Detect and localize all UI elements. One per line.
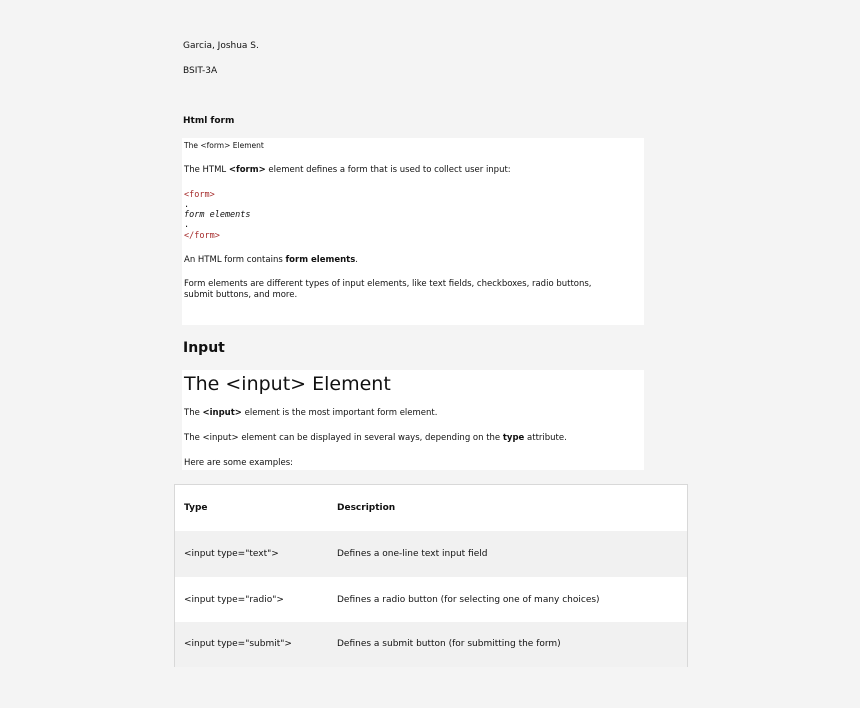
input-heading: Input <box>183 340 225 356</box>
input-p1-pre: The <box>184 408 203 418</box>
form-contains-pre: An HTML form contains <box>184 255 286 265</box>
code-close-tag: </form> <box>184 231 220 241</box>
form-intro-pre: The HTML <box>184 165 229 175</box>
form-desc-line-2: submit buttons, and more. <box>184 290 298 300</box>
code-dot-2: . <box>184 220 190 230</box>
table-cell-description: Defines a one-line text input field <box>337 549 488 559</box>
code-body: form elements <box>184 210 251 220</box>
input-p1-post: element is the most important form element. <box>241 408 438 418</box>
author-name: Garcia, Joshua S. <box>183 41 259 51</box>
input-p1 <box>184 408 437 418</box>
table-row <box>175 577 687 623</box>
table-cell-type: <input type="submit"> <box>184 639 292 649</box>
form-contains-post: . <box>355 255 358 265</box>
input-p1-bold: <input> <box>202 408 242 418</box>
input-p2-bold: type <box>502 433 525 443</box>
input-p2-post: attribute. <box>524 433 567 443</box>
form-contains <box>184 255 358 265</box>
class-section: BSIT-3A <box>183 66 218 76</box>
table-header-description: Description <box>337 503 396 513</box>
input-p2 <box>184 433 567 443</box>
form-element-block <box>182 138 644 325</box>
input-title: The <input> Element <box>184 373 391 395</box>
table-cell-type: <input type="text"> <box>184 549 279 559</box>
table-header-type: Type <box>184 503 208 513</box>
form-desc-line-1: Form elements are different types of input elements, like text fields, checkboxes, radio buttons, <box>184 279 592 289</box>
input-p2-pre: The <input> element can be displayed in several ways, depending on the <box>184 433 503 443</box>
form-caption: The <form> Element <box>184 141 264 150</box>
table-cell-type: <input type="radio"> <box>184 595 284 605</box>
code-open-tag: <form> <box>184 190 215 200</box>
form-intro-post: element defines a form that is used to collect user input: <box>265 165 511 175</box>
table-row <box>175 622 687 667</box>
form-intro <box>184 165 511 175</box>
table-cell-description: Defines a submit button (for submitting the form) <box>337 639 561 649</box>
table-row <box>175 531 687 577</box>
input-p3: Here are some examples: <box>184 458 294 468</box>
topic-heading: Html form <box>183 116 235 126</box>
table-cell-description: Defines a radio button (for selecting one of many choices) <box>337 595 600 605</box>
input-types-table <box>174 484 688 667</box>
input-element-block <box>182 370 644 470</box>
code-dot-1: . <box>184 200 190 210</box>
form-intro-bold: <form> <box>228 165 266 175</box>
table-header-row <box>175 485 687 531</box>
form-contains-bold: form elements <box>285 255 356 265</box>
